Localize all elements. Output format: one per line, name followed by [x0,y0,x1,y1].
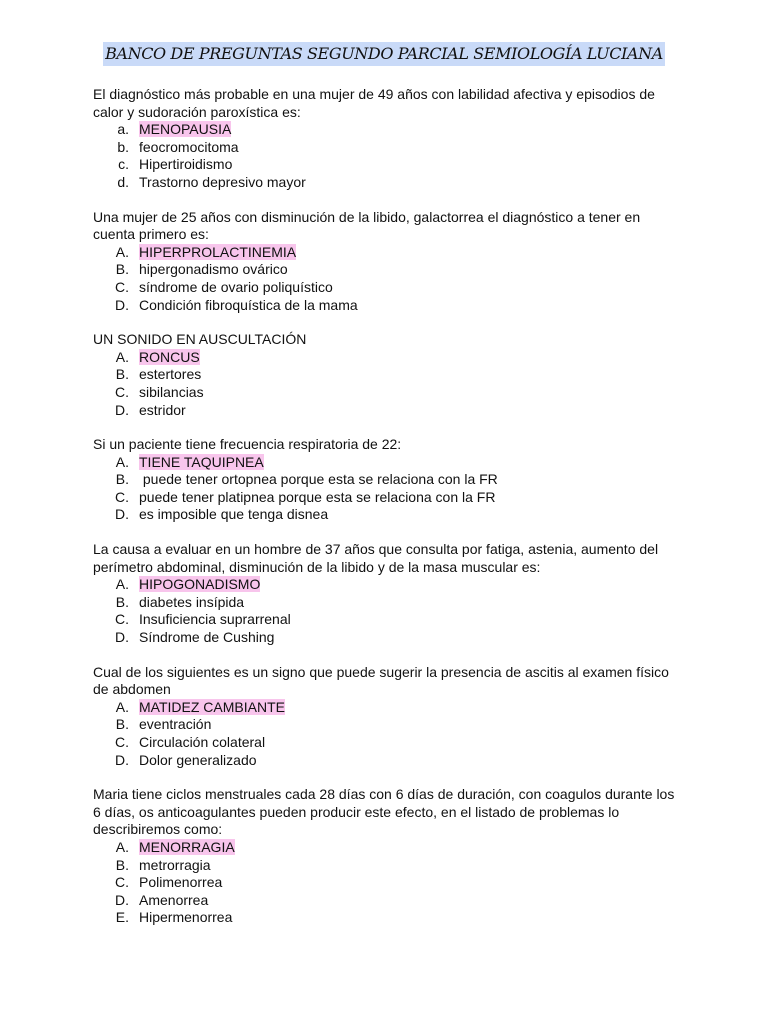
answer-option-correct [93,576,683,594]
option-text: Amenorrea [139,891,209,908]
option-text: Insuficiencia suprarrenal [139,611,291,628]
option-text-wrap [139,261,683,279]
option-list [93,244,683,314]
answer-option [93,752,683,770]
option-text: feocromocitoma [139,138,239,155]
option-text: eventración [139,716,212,733]
option-letter: C. [115,383,129,400]
answer-option [93,734,683,752]
question-stem: El diagnóstico más probable en una mujer de 49 años con labilidad afectiva y episodios de calor y sudoración paroxística es: [93,86,655,120]
question-block [93,541,683,647]
option-text: síndrome de ovario poliquístico [139,278,333,295]
option-text: Síndrome de Cushing [139,629,275,646]
option-text-wrap [139,471,683,489]
option-text-wrap [139,699,683,717]
option-text-wrap [139,297,683,315]
option-text-wrap [139,716,683,734]
option-list [93,839,683,927]
option-text: Trastorno depresivo mayor [139,173,306,190]
option-text-wrap [139,489,683,507]
option-letter: A. [115,243,129,260]
option-text: diabetes insípida [139,593,245,610]
option-letter: B. [115,261,129,278]
option-text-wrap [139,174,683,192]
option-letter: B. [115,716,129,733]
option-text-wrap [139,874,683,892]
option-text: hipergonadismo ovárico [139,261,288,278]
option-letter: A. [115,838,129,855]
option-text: metrorragia [139,856,211,873]
answer-option [93,366,683,384]
highlighted-answer-text: MENOPAUSIA [139,121,232,138]
option-text-wrap [139,139,683,157]
answer-option [93,471,683,489]
option-list [93,576,683,646]
option-text: Dolor generalizado [139,751,257,768]
option-text-wrap [139,594,683,612]
option-list [93,349,683,419]
option-text: Hipertiroidismo [139,156,233,173]
option-letter: D. [115,401,129,418]
option-text-wrap [139,576,683,594]
highlighted-answer-text: HIPOGONADISMO [139,576,261,593]
option-letter: C. [115,488,129,505]
question-stem: UN SONIDO EN AUSCULTACIÓN [93,331,307,348]
highlighted-answer-text: RONCUS [139,348,200,365]
question-stem: Una mujer de 25 años con disminución de la libido, galactorrea el diagnóstico a tener en cuenta primero es: [93,208,641,243]
question-list [93,86,683,944]
option-text-wrap [139,384,683,402]
option-letter: A. [115,576,129,593]
option-text-wrap [139,454,683,472]
option-text-wrap [139,402,683,420]
answer-option [93,506,683,524]
option-letter: C. [115,874,129,891]
answer-option [93,874,683,892]
answer-option [93,892,683,910]
option-letter: C. [115,734,129,750]
option-text-wrap [139,121,683,139]
answer-option-correct [93,454,683,472]
option-letter: B. [115,856,129,873]
highlighted-answer-text: MENORRAGIA [139,838,235,855]
option-letter: d. [117,173,129,190]
option-text: Polimenorrea [139,874,223,891]
option-list [93,121,683,191]
option-text-wrap [139,839,683,857]
answer-option [93,297,683,315]
answer-option [93,402,683,420]
answer-option-correct [93,839,683,857]
option-letter: D. [115,629,129,646]
highlighted-answer-text: MATIDEZ CAMBIANTE [139,698,285,715]
option-text-wrap [139,156,683,174]
option-text-wrap [139,349,683,367]
answer-option [93,629,683,647]
question-block [93,86,683,192]
option-text: estertores [139,366,202,383]
option-letter: A. [115,453,129,470]
option-text-wrap [139,506,683,524]
option-text: puede tener ortopnea porque esta se relaciona con la FR [139,471,498,488]
option-letter: B. [115,471,129,488]
title-container [0,42,768,66]
option-text-wrap [139,366,683,384]
question-block [93,209,683,315]
question-block [93,436,683,524]
option-text-wrap [139,244,683,262]
option-letter: C. [115,278,129,295]
option-letter: B. [115,366,129,383]
option-list [93,699,683,769]
question-block [93,331,683,419]
answer-option [93,156,683,174]
option-list [93,454,683,524]
option-letter: b. [117,138,129,155]
question-block [93,664,683,770]
option-letter: D. [115,891,129,908]
answer-option [93,174,683,192]
option-text-wrap [139,752,683,770]
answer-option [93,261,683,279]
answer-option [93,611,683,629]
option-letter: A. [115,348,129,365]
question-stem: Si un paciente tiene frecuencia respiratoria de 22: [93,436,402,453]
option-text-wrap [139,279,683,297]
option-text: es imposible que tenga disnea [139,506,329,523]
option-text-wrap [139,734,683,752]
option-letter: a. [117,121,129,138]
answer-option [93,279,683,297]
answer-option [93,909,683,927]
option-letter: c. [118,156,129,173]
answer-option-correct [93,244,683,262]
question-stem: Cual de los siguientes es un signo que puede sugerir la presencia de ascitis al examen físico de abdomen [93,663,669,698]
option-letter: B. [115,593,129,610]
option-letter: C. [115,611,129,628]
option-text-wrap [139,629,683,647]
option-text-wrap [139,892,683,910]
option-letter: D. [115,506,129,523]
option-text: puede tener platipnea porque esta se relaciona con la FR [139,488,496,505]
option-letter: E. [115,909,129,926]
option-text: estridor [139,401,186,418]
option-letter: D. [115,296,129,313]
answer-option [93,384,683,402]
answer-option-correct [93,349,683,367]
page-title: BANCO DE PREGUNTAS SEGUNDO PARCIAL SEMIOLOGÍA LUCIANA [103,42,665,66]
option-text-wrap [139,611,683,629]
answer-option [93,857,683,875]
option-letter: D. [115,751,129,768]
question-stem: La causa a evaluar en un hombre de 37 años que consulta por fatiga, astenia, aumento del perímetro abdominal, disminución de la libido y de la masa muscular es: [93,541,659,575]
question-stem: Maria tiene ciclos menstruales cada 28 días con 6 días de duración, con coagulos durante los 6 días, os anticoagulantes pueden producir este efecto, en el listado de problemas lo describiremos como: [93,786,675,838]
option-text-wrap [139,909,683,927]
answer-option [93,489,683,507]
answer-option [93,139,683,157]
question-block [93,786,683,927]
highlighted-answer-text: TIENE TAQUIPNEA [139,453,264,470]
option-text: Hipermenorrea [139,909,233,926]
answer-option-correct [93,699,683,717]
answer-option-correct [93,121,683,139]
option-text: sibilancias [139,383,204,400]
highlighted-answer-text: HIPERPROLACTINEMIA [139,243,297,260]
answer-option [93,716,683,734]
option-text: Circulación colateral [139,734,266,750]
option-text-wrap [139,857,683,875]
option-text: Condición fibroquística de la mama [139,296,358,313]
option-letter: A. [115,698,129,715]
answer-option [93,594,683,612]
